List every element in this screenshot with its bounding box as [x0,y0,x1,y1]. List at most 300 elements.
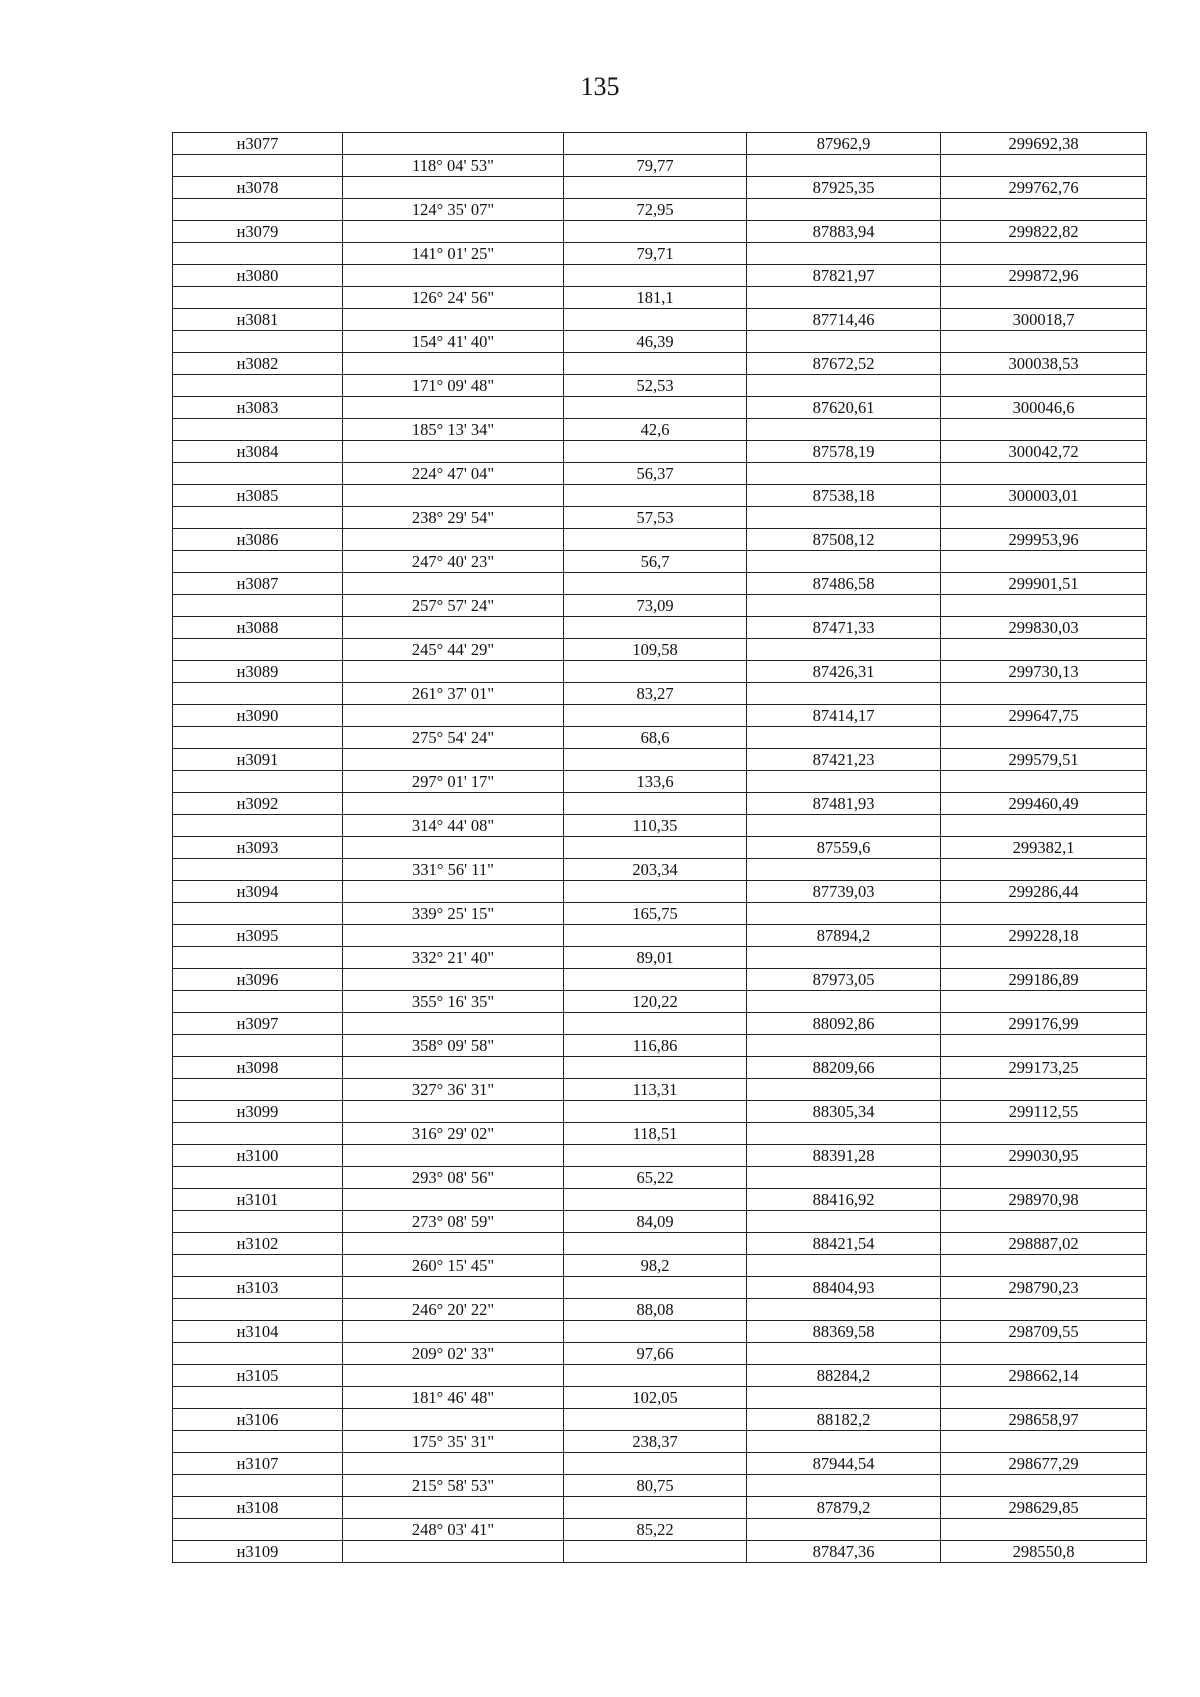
angle-cell [343,1145,564,1167]
distance-cell [564,617,747,639]
table-row [173,881,1147,903]
table-row [173,947,1147,969]
table-row [173,287,1147,309]
distance-cell: 88,08 [564,1299,747,1321]
y-coordinate-cell: 299822,82 [941,221,1147,243]
angle-cell [343,397,564,419]
angle-cell [343,1277,564,1299]
point-cell: н3091 [173,749,343,771]
angle-cell [343,1541,564,1563]
point-cell [173,1167,343,1189]
distance-cell: 97,66 [564,1343,747,1365]
table-row [173,1321,1147,1343]
point-cell [173,1343,343,1365]
y-coordinate-cell [941,991,1147,1013]
y-coordinate-cell [941,1211,1147,1233]
x-coordinate-cell: 88209,66 [747,1057,941,1079]
x-coordinate-cell [747,683,941,705]
angle-cell [343,661,564,683]
distance-cell: 116,86 [564,1035,747,1057]
angle-cell: 257° 57' 24" [343,595,564,617]
x-coordinate-cell: 87973,05 [747,969,941,991]
point-cell [173,155,343,177]
y-coordinate-cell [941,1167,1147,1189]
table-row [173,1409,1147,1431]
x-coordinate-cell [747,287,941,309]
x-coordinate-cell [747,199,941,221]
x-coordinate-cell: 87578,19 [747,441,941,463]
distance-cell [564,573,747,595]
distance-cell [564,221,747,243]
x-coordinate-cell [747,815,941,837]
x-coordinate-cell [747,1519,941,1541]
point-cell [173,1519,343,1541]
distance-cell: 203,34 [564,859,747,881]
y-coordinate-cell: 299762,76 [941,177,1147,199]
y-coordinate-cell [941,815,1147,837]
distance-cell [564,309,747,331]
table-row [173,529,1147,551]
point-cell: н3107 [173,1453,343,1475]
distance-cell [564,441,747,463]
point-cell [173,463,343,485]
x-coordinate-cell: 87883,94 [747,221,941,243]
angle-cell [343,793,564,815]
angle-cell: 332° 21' 40" [343,947,564,969]
table-row [173,485,1147,507]
y-coordinate-cell [941,595,1147,617]
table-row [173,221,1147,243]
distance-cell: 56,37 [564,463,747,485]
angle-cell: 181° 46' 48" [343,1387,564,1409]
table-row [173,1387,1147,1409]
point-cell [173,1035,343,1057]
angle-cell: 314° 44' 08" [343,815,564,837]
y-coordinate-cell: 300018,7 [941,309,1147,331]
point-cell: н3078 [173,177,343,199]
x-coordinate-cell: 87714,46 [747,309,941,331]
table-row [173,793,1147,815]
x-coordinate-cell [747,1035,941,1057]
angle-cell: 126° 24' 56" [343,287,564,309]
table-row [173,639,1147,661]
x-coordinate-cell: 87894,2 [747,925,941,947]
point-cell [173,991,343,1013]
distance-cell [564,793,747,815]
x-coordinate-cell: 88182,2 [747,1409,941,1431]
x-coordinate-cell [747,859,941,881]
angle-cell [343,1189,564,1211]
page-number: 135 [580,72,620,101]
angle-cell: 331° 56' 11" [343,859,564,881]
angle-cell [343,1365,564,1387]
y-coordinate-cell: 299176,99 [941,1013,1147,1035]
table-row [173,573,1147,595]
x-coordinate-cell [747,991,941,1013]
angle-cell [343,265,564,287]
x-coordinate-cell: 87414,17 [747,705,941,727]
x-coordinate-cell [747,375,941,397]
y-coordinate-cell [941,683,1147,705]
distance-cell: 109,58 [564,639,747,661]
distance-cell [564,705,747,727]
point-cell: н3092 [173,793,343,815]
angle-cell [343,1409,564,1431]
distance-cell: 84,09 [564,1211,747,1233]
angle-cell: 261° 37' 01" [343,683,564,705]
x-coordinate-cell [747,1167,941,1189]
point-cell: н3089 [173,661,343,683]
angle-cell [343,177,564,199]
x-coordinate-cell: 87426,31 [747,661,941,683]
x-coordinate-cell [747,243,941,265]
x-coordinate-cell [747,947,941,969]
y-coordinate-cell [941,419,1147,441]
distance-cell: 72,95 [564,199,747,221]
y-coordinate-cell: 299030,95 [941,1145,1147,1167]
x-coordinate-cell [747,595,941,617]
y-coordinate-cell [941,1079,1147,1101]
y-coordinate-cell: 298629,85 [941,1497,1147,1519]
x-coordinate-cell: 87508,12 [747,529,941,551]
y-coordinate-cell: 299382,1 [941,837,1147,859]
y-coordinate-cell [941,331,1147,353]
table-row [173,925,1147,947]
table-row [173,1453,1147,1475]
x-coordinate-cell [747,771,941,793]
angle-cell: 260° 15' 45" [343,1255,564,1277]
distance-cell: 80,75 [564,1475,747,1497]
point-cell: н3103 [173,1277,343,1299]
distance-cell [564,1541,747,1563]
distance-cell: 118,51 [564,1123,747,1145]
point-cell [173,199,343,221]
y-coordinate-cell: 298709,55 [941,1321,1147,1343]
y-coordinate-cell: 299173,25 [941,1057,1147,1079]
point-cell [173,243,343,265]
angle-cell [343,1013,564,1035]
point-cell [173,1431,343,1453]
table-row [173,1057,1147,1079]
y-coordinate-cell: 299692,38 [941,133,1147,155]
angle-cell [343,749,564,771]
x-coordinate-cell [747,1211,941,1233]
angle-cell: 246° 20' 22" [343,1299,564,1321]
table-row [173,1475,1147,1497]
table-row [173,1101,1147,1123]
y-coordinate-cell [941,1035,1147,1057]
x-coordinate-cell [747,1387,941,1409]
point-cell: н3104 [173,1321,343,1343]
point-cell [173,507,343,529]
x-coordinate-cell [747,1123,941,1145]
table-row [173,463,1147,485]
angle-cell: 238° 29' 54" [343,507,564,529]
distance-cell [564,1497,747,1519]
point-cell [173,1123,343,1145]
distance-cell [564,1013,747,1035]
table-row [173,1145,1147,1167]
point-cell [173,859,343,881]
table-row [173,551,1147,573]
angle-cell: 224° 47' 04" [343,463,564,485]
angle-cell [343,925,564,947]
table-row [173,1035,1147,1057]
y-coordinate-cell [941,947,1147,969]
distance-cell: 65,22 [564,1167,747,1189]
y-coordinate-cell [941,375,1147,397]
distance-cell: 120,22 [564,991,747,1013]
angle-cell: 355° 16' 35" [343,991,564,1013]
angle-cell: 118° 04' 53" [343,155,564,177]
x-coordinate-cell: 88404,93 [747,1277,941,1299]
x-coordinate-cell: 88416,92 [747,1189,941,1211]
distance-cell [564,1145,747,1167]
y-coordinate-cell [941,859,1147,881]
angle-cell: 124° 35' 07" [343,199,564,221]
x-coordinate-cell [747,1079,941,1101]
angle-cell [343,969,564,991]
table-row [173,1255,1147,1277]
angle-cell [343,573,564,595]
angle-cell: 171° 09' 48" [343,375,564,397]
distance-cell [564,485,747,507]
distance-cell [564,1233,747,1255]
point-cell [173,1299,343,1321]
table-row [173,1365,1147,1387]
x-coordinate-cell [747,639,941,661]
y-coordinate-cell [941,243,1147,265]
y-coordinate-cell: 299112,55 [941,1101,1147,1123]
x-coordinate-cell [747,1255,941,1277]
y-coordinate-cell: 298887,02 [941,1233,1147,1255]
y-coordinate-cell [941,155,1147,177]
table-row [173,595,1147,617]
point-cell: н3090 [173,705,343,727]
table-row [173,969,1147,991]
point-cell: н3084 [173,441,343,463]
distance-cell [564,1101,747,1123]
distance-cell: 46,39 [564,331,747,353]
angle-cell [343,485,564,507]
point-cell [173,947,343,969]
y-coordinate-cell: 298658,97 [941,1409,1147,1431]
point-cell: н3094 [173,881,343,903]
distance-cell: 113,31 [564,1079,747,1101]
point-cell [173,287,343,309]
y-coordinate-cell [941,903,1147,925]
y-coordinate-cell [941,1431,1147,1453]
y-coordinate-cell: 300046,6 [941,397,1147,419]
point-cell [173,375,343,397]
y-coordinate-cell [941,1123,1147,1145]
distance-cell: 57,53 [564,507,747,529]
angle-cell [343,617,564,639]
point-cell [173,903,343,925]
point-cell: н3098 [173,1057,343,1079]
angle-cell [343,1057,564,1079]
table-row [173,705,1147,727]
point-cell: н3105 [173,1365,343,1387]
point-cell: н3080 [173,265,343,287]
y-coordinate-cell: 300038,53 [941,353,1147,375]
x-coordinate-cell: 88369,58 [747,1321,941,1343]
angle-cell: 247° 40' 23" [343,551,564,573]
coordinates-table [172,132,1147,1563]
distance-cell [564,1277,747,1299]
table-row [173,1079,1147,1101]
y-coordinate-cell: 299730,13 [941,661,1147,683]
table-row [173,243,1147,265]
x-coordinate-cell [747,1299,941,1321]
angle-cell [343,837,564,859]
x-coordinate-cell: 87471,33 [747,617,941,639]
angle-cell: 316° 29' 02" [343,1123,564,1145]
angle-cell: 154° 41' 40" [343,331,564,353]
table-row [173,683,1147,705]
table-row [173,353,1147,375]
distance-cell: 83,27 [564,683,747,705]
point-cell [173,639,343,661]
angle-cell [343,1453,564,1475]
table-row [173,727,1147,749]
x-coordinate-cell: 87620,61 [747,397,941,419]
angle-cell: 185° 13' 34" [343,419,564,441]
x-coordinate-cell: 87559,6 [747,837,941,859]
point-cell [173,1387,343,1409]
x-coordinate-cell: 87821,97 [747,265,941,287]
table-row [173,991,1147,1013]
table-row [173,903,1147,925]
distance-cell [564,749,747,771]
point-cell: н3083 [173,397,343,419]
table-row [173,1277,1147,1299]
table-row [173,375,1147,397]
distance-cell [564,969,747,991]
angle-cell: 297° 01' 17" [343,771,564,793]
table-row [173,265,1147,287]
distance-cell [564,925,747,947]
distance-cell [564,837,747,859]
distance-cell: 238,37 [564,1431,747,1453]
x-coordinate-cell [747,551,941,573]
x-coordinate-cell: 87421,23 [747,749,941,771]
y-coordinate-cell: 298677,29 [941,1453,1147,1475]
point-cell: н3096 [173,969,343,991]
table-row [173,617,1147,639]
angle-cell [343,529,564,551]
y-coordinate-cell: 298662,14 [941,1365,1147,1387]
table-row [173,1431,1147,1453]
x-coordinate-cell [747,1343,941,1365]
point-cell [173,1255,343,1277]
point-cell [173,771,343,793]
distance-cell [564,1057,747,1079]
point-cell [173,595,343,617]
point-cell: н3102 [173,1233,343,1255]
table-row [173,177,1147,199]
angle-cell [343,309,564,331]
point-cell [173,331,343,353]
x-coordinate-cell: 88421,54 [747,1233,941,1255]
x-coordinate-cell: 87672,52 [747,353,941,375]
angle-cell: 293° 08' 56" [343,1167,564,1189]
angle-cell [343,1497,564,1519]
angle-cell: 215° 58' 53" [343,1475,564,1497]
distance-cell [564,177,747,199]
angle-cell: 245° 44' 29" [343,639,564,661]
y-coordinate-cell: 299901,51 [941,573,1147,595]
angle-cell: 248° 03' 41" [343,1519,564,1541]
y-coordinate-cell: 299830,03 [941,617,1147,639]
distance-cell [564,133,747,155]
y-coordinate-cell: 299579,51 [941,749,1147,771]
point-cell: н3099 [173,1101,343,1123]
point-cell [173,1475,343,1497]
point-cell [173,551,343,573]
distance-cell: 102,05 [564,1387,747,1409]
distance-cell [564,1453,747,1475]
distance-cell: 181,1 [564,287,747,309]
point-cell: н3108 [173,1497,343,1519]
point-cell: н3081 [173,309,343,331]
table-row [173,309,1147,331]
x-coordinate-cell [747,507,941,529]
y-coordinate-cell [941,1475,1147,1497]
y-coordinate-cell [941,1299,1147,1321]
table-row [173,837,1147,859]
x-coordinate-cell: 88305,34 [747,1101,941,1123]
distance-cell: 52,53 [564,375,747,397]
angle-cell [343,133,564,155]
y-coordinate-cell: 300003,01 [941,485,1147,507]
table-row [173,441,1147,463]
distance-cell [564,1365,747,1387]
table-row [173,155,1147,177]
distance-cell [564,529,747,551]
distance-cell [564,881,747,903]
angle-cell: 358° 09' 58" [343,1035,564,1057]
angle-cell: 273° 08' 59" [343,1211,564,1233]
x-coordinate-cell: 87962,9 [747,133,941,155]
distance-cell: 68,6 [564,727,747,749]
distance-cell [564,353,747,375]
x-coordinate-cell: 87847,36 [747,1541,941,1563]
distance-cell: 98,2 [564,1255,747,1277]
y-coordinate-cell: 299647,75 [941,705,1147,727]
y-coordinate-cell: 299186,89 [941,969,1147,991]
point-cell: н3086 [173,529,343,551]
y-coordinate-cell: 298550,8 [941,1541,1147,1563]
distance-cell: 79,71 [564,243,747,265]
point-cell [173,419,343,441]
x-coordinate-cell [747,903,941,925]
x-coordinate-cell: 88391,28 [747,1145,941,1167]
distance-cell [564,1321,747,1343]
table-row [173,815,1147,837]
y-coordinate-cell: 299872,96 [941,265,1147,287]
x-coordinate-cell: 88284,2 [747,1365,941,1387]
distance-cell [564,397,747,419]
x-coordinate-cell [747,1431,941,1453]
distance-cell: 165,75 [564,903,747,925]
y-coordinate-cell [941,551,1147,573]
point-cell: н3109 [173,1541,343,1563]
angle-cell: 339° 25' 15" [343,903,564,925]
point-cell: н3082 [173,353,343,375]
x-coordinate-cell: 87538,18 [747,485,941,507]
point-cell [173,683,343,705]
